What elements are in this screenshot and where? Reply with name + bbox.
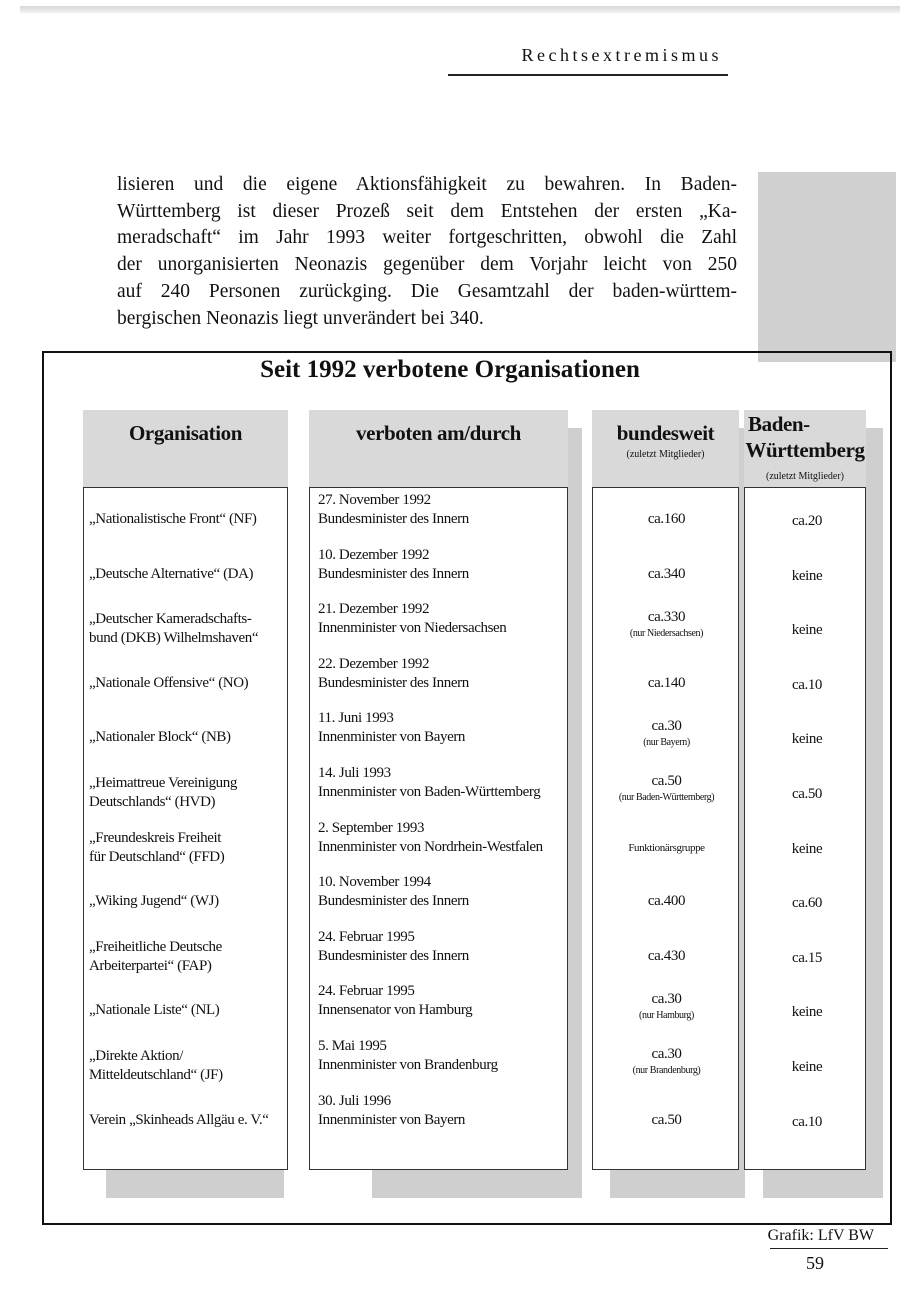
organisation-name bbox=[83, 829, 294, 867]
federal-members bbox=[594, 1045, 739, 1078]
banned-cell bbox=[318, 1092, 465, 1130]
organisation-line: „Nationalistische Front“ (NF) bbox=[89, 511, 257, 527]
ban-date: 11. Juni 1993 bbox=[318, 710, 394, 727]
organisation-line: „Freundeskreis Freiheit bbox=[89, 829, 222, 846]
federal-members bbox=[594, 608, 739, 641]
intro-line: lisieren und die eigene Aktionsfähigkeit zu bewahren. In Baden- bbox=[117, 174, 737, 195]
banned-cell bbox=[318, 819, 543, 857]
column-header-banned: verboten am/durch bbox=[356, 421, 521, 445]
organisation-name bbox=[83, 1001, 294, 1020]
intro-line: Württemberg ist dieser Prozeß seit dem Entstehen der ersten „Ka- bbox=[117, 200, 737, 222]
column-header-state-line1: Baden- bbox=[748, 412, 810, 436]
federal-value: ca.50 bbox=[651, 1111, 682, 1128]
federal-note: (nur Hamburg) bbox=[639, 1010, 694, 1022]
federal-value: ca.30 bbox=[651, 991, 682, 1008]
organisation-line: „Deutsche Alternative“ (DA) bbox=[89, 565, 254, 582]
state-members: ca.15 bbox=[791, 949, 823, 966]
ban-authority: Innenminister von Bayern bbox=[318, 1111, 466, 1128]
federal-members bbox=[594, 892, 739, 911]
banned-cell bbox=[318, 764, 540, 802]
state-members: keine bbox=[791, 622, 823, 639]
running-title: Rechtsextremismus bbox=[521, 45, 722, 65]
banned-cell bbox=[318, 709, 465, 747]
column-header-organisation: Organisation bbox=[128, 421, 243, 445]
federal-value: ca.330 bbox=[647, 609, 686, 626]
ban-authority: Innenminister von Niedersachsen bbox=[318, 620, 507, 637]
state-members: ca.50 bbox=[791, 786, 823, 802]
ban-date: 24. Februar 1995 bbox=[318, 928, 415, 945]
organisation-line: „Deutscher Kameradschafts- bbox=[89, 611, 252, 628]
organisation-name bbox=[83, 774, 294, 812]
ban-authority: Bundesminister des Innern bbox=[318, 511, 469, 527]
federal-members bbox=[594, 1111, 739, 1130]
organisation-name bbox=[83, 728, 294, 747]
organisation-name bbox=[83, 1111, 294, 1130]
organisation-line: „Wiking Jugend“ (WJ) bbox=[89, 893, 219, 910]
organisation-line: „Nationale Offensive“ (NO) bbox=[89, 674, 249, 691]
ban-date: 5. Mai 1995 bbox=[318, 1038, 387, 1054]
organisation-line: „Nationaler Block“ (NB) bbox=[89, 729, 231, 746]
federal-value: ca.30 bbox=[651, 1046, 682, 1062]
ban-date: 22. Dezember 1992 bbox=[318, 655, 430, 672]
state-members: keine bbox=[791, 567, 823, 584]
federal-value: ca.340 bbox=[647, 565, 686, 582]
ban-authority: Bundesminister des Innern bbox=[318, 947, 469, 964]
intro-line: meradschaft“ im Jahr 1993 weiter fortgeschritten, obwohl die Zahl bbox=[117, 227, 737, 249]
figure-credit: Grafik: LfV BW bbox=[767, 1227, 874, 1244]
state-members: keine bbox=[791, 731, 823, 748]
ban-authority: Bundesminister des Innern bbox=[318, 565, 469, 582]
organisation-line: Verein „Skinheads Allgäu e. V.“ bbox=[89, 1111, 269, 1128]
ban-authority: Innensenator von Hamburg bbox=[318, 1002, 473, 1019]
federal-value: ca.140 bbox=[647, 674, 686, 691]
organisation-name bbox=[83, 510, 294, 529]
ban-date: 2. September 1993 bbox=[318, 819, 425, 836]
federal-members bbox=[594, 838, 739, 858]
organisation-line: „Freiheitliche Deutsche bbox=[89, 938, 222, 955]
credit-rule bbox=[770, 1248, 888, 1249]
banned-cell bbox=[318, 491, 469, 529]
organisation-line: „Nationale Liste“ (NL) bbox=[89, 1002, 220, 1019]
federal-members bbox=[594, 947, 739, 966]
ban-authority: Innenminister von Nordrhein-Westfalen bbox=[318, 838, 543, 855]
ban-date: 27. November 1992 bbox=[318, 492, 431, 508]
ban-date: 14. Juli 1993 bbox=[318, 765, 391, 781]
intro-line: bergischen Neonazis liegt unverändert bei 340. bbox=[117, 307, 484, 329]
federal-note: (nur Brandenburg) bbox=[632, 1065, 701, 1076]
figure-title: Seit 1992 verbotene Organisationen bbox=[260, 356, 640, 383]
banned-cell bbox=[318, 1037, 498, 1075]
organisation-line: „Direkte Aktion/ bbox=[89, 1048, 183, 1064]
federal-members bbox=[594, 510, 739, 529]
state-members: ca.10 bbox=[791, 676, 823, 693]
column-subheader-federal: (zuletzt Mitglieder) bbox=[626, 449, 705, 460]
organisation-name bbox=[83, 892, 294, 911]
federal-value: Funktionärsgruppe bbox=[628, 841, 705, 854]
federal-members bbox=[594, 565, 739, 584]
ban-date: 10. November 1994 bbox=[318, 874, 431, 891]
page-number: 59 bbox=[806, 1253, 824, 1273]
federal-value: ca.430 bbox=[647, 947, 686, 964]
banned-cell bbox=[318, 655, 469, 693]
federal-value: ca.160 bbox=[647, 511, 686, 527]
state-members: keine bbox=[791, 840, 823, 857]
federal-members bbox=[594, 674, 739, 693]
organisation-name bbox=[83, 1047, 294, 1085]
state-members: ca.10 bbox=[791, 1113, 823, 1130]
ban-authority: Innenminister von Brandenburg bbox=[318, 1057, 498, 1073]
state-members: keine bbox=[791, 1059, 823, 1075]
ban-authority: Innenminister von Bayern bbox=[318, 729, 466, 746]
state-members: ca.20 bbox=[791, 513, 823, 529]
federal-value: ca.30 bbox=[651, 718, 682, 735]
banned-cell bbox=[318, 982, 472, 1020]
organisation-name bbox=[83, 565, 294, 584]
header-rule bbox=[448, 74, 728, 76]
federal-members bbox=[594, 772, 739, 805]
organisation-name bbox=[83, 610, 294, 648]
federal-value: ca.400 bbox=[647, 893, 686, 910]
state-members: ca.60 bbox=[791, 895, 823, 912]
intro-paragraph bbox=[117, 172, 737, 332]
federal-members bbox=[594, 990, 739, 1023]
ban-date: 10. Dezember 1992 bbox=[318, 546, 430, 563]
ban-date: 24. Februar 1995 bbox=[318, 983, 415, 1000]
federal-note: (nur Bayern) bbox=[643, 737, 690, 749]
organisation-line: Deutschlands“ (HVD) bbox=[89, 794, 216, 810]
top-scan-bar bbox=[20, 6, 900, 14]
column-subheader-state: (zuletzt Mitglieder) bbox=[765, 471, 845, 482]
federal-note: (nur Baden-Württemberg) bbox=[618, 792, 715, 803]
intro-line: auf 240 Personen zurückging. Die Gesamtzahl der baden-württem- bbox=[117, 280, 737, 302]
banned-cell bbox=[318, 873, 469, 911]
ban-authority: Bundesminister des Innern bbox=[318, 674, 469, 691]
banned-cell bbox=[318, 546, 469, 584]
banned-cell bbox=[318, 600, 506, 638]
column-header-federal: bundesweit bbox=[616, 421, 715, 445]
ban-date: 30. Juli 1996 bbox=[318, 1092, 391, 1109]
state-members: keine bbox=[791, 1004, 823, 1021]
organisation-line: für Deutschland“ (FFD) bbox=[89, 848, 225, 865]
federal-members bbox=[594, 717, 739, 750]
federal-note: (nur Niedersachsen) bbox=[629, 628, 704, 640]
organisation-name bbox=[83, 938, 294, 976]
column-header-state-line2: Württemberg bbox=[745, 438, 865, 462]
intro-line: der unorganisierten Neonazis gegenüber dem Vorjahr leicht von 250 bbox=[117, 254, 737, 276]
organisation-line: Mitteldeutschland“ (JF) bbox=[89, 1067, 223, 1083]
ban-date: 21. Dezember 1992 bbox=[318, 601, 430, 618]
intro-side-panel bbox=[758, 172, 896, 362]
federal-value: ca.50 bbox=[651, 773, 682, 789]
ban-authority: Bundesminister des Innern bbox=[318, 893, 469, 910]
banned-cell bbox=[318, 928, 469, 966]
organisation-line: Arbeiterpartei“ (FAP) bbox=[89, 957, 212, 974]
organisation-line: bund (DKB) Wilhelmshaven“ bbox=[89, 630, 259, 647]
organisation-line: „Heimattreue Vereinigung bbox=[89, 775, 237, 791]
organisation-name bbox=[83, 674, 294, 693]
ban-authority: Innenminister von Baden-Württemberg bbox=[318, 784, 541, 800]
